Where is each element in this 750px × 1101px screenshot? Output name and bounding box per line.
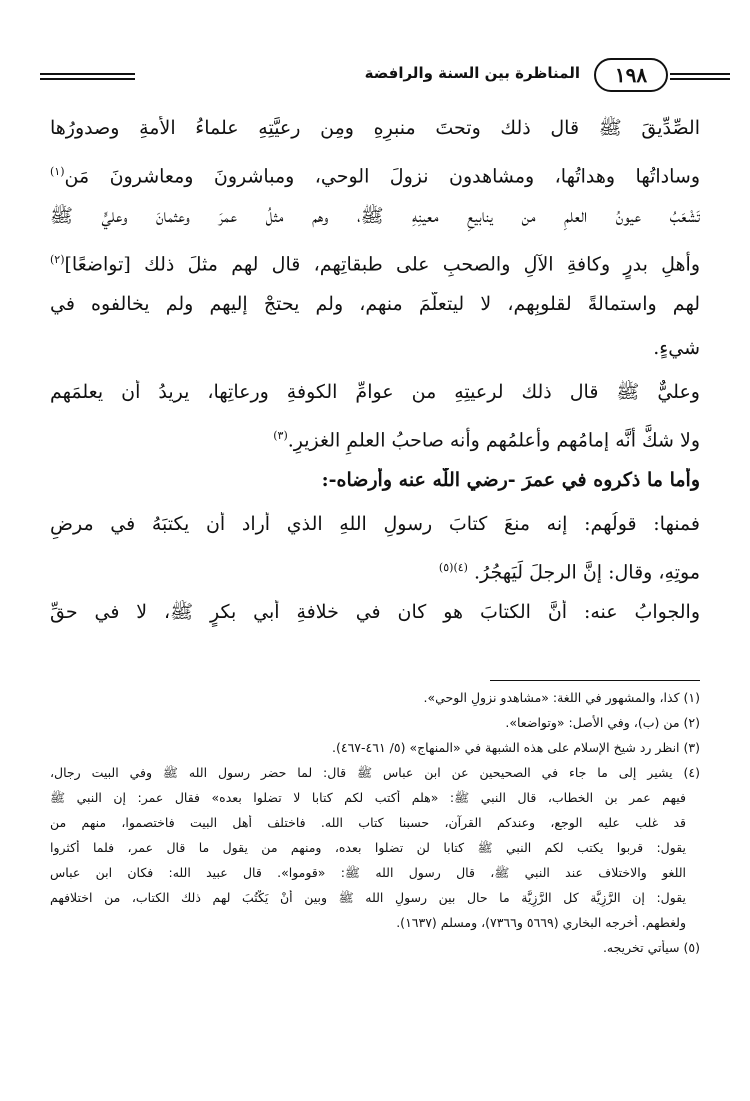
text-line: لهم واستمالةً لقلوبِهم، لا ليتعلَّمَ منهم، ولم يحتجْ إليهم ولم يخالفوه في — [50, 293, 700, 315]
text-line-content: موتِهِ، وقال: إنَّ الرجلَ لَيَهجُرُ. — [474, 561, 700, 584]
text-line: الصِّدِّيقَ ﷺ قال ذلك وتحتَ منبرِهِ ومِن رعيَّتِهِ علماءُ الأمةِ وصدورُها — [50, 117, 700, 139]
running-title: المناظرة بين السنة والرافضة — [364, 64, 580, 82]
text-line — [50, 424, 700, 468]
text-line: شيءٍ. — [653, 337, 700, 359]
section-heading: وأما ما ذكروه في عمرَ -رضي اللّٰه عنه وأرضاه-: — [321, 469, 700, 491]
footnote: (٥) سيأتي تخريجه. — [602, 940, 700, 955]
text-line — [50, 556, 700, 600]
footnotes — [50, 690, 700, 965]
text-line: والجوابُ عنه: أنَّ الكتابَ هو كان في خلافةِ أبي بكرٍ ﷺ، لا في حقِّ — [50, 601, 700, 623]
text-line-content: وساداتُها وهداتُها، ومشاهدون نزولَ الوحي، ومباشرونَ ومعاشرونَ مَن — [64, 165, 700, 188]
footnote-continuation: يقول: إن الرَّزِيَّة كل الرَّزِيَّة ما حال بين رسولِ الله ﷺ وبين أنْ يَكْتُبَ لهم ذلك الكتاب، من اختلافهم — [50, 890, 686, 905]
footnote-continuation: يقول: قربوا يكتب لكم النبي ﷺ كتابا لن تضلوا بعده، ومنهم من يقول ما قال عمر، فلما أكثروا — [50, 840, 686, 855]
footnote-marker: (١) — [50, 165, 65, 178]
footnote-marker: (٣) — [273, 429, 288, 442]
page-header — [40, 52, 730, 100]
header-rule-left — [40, 73, 135, 80]
footnote-marker: (٥) — [438, 561, 454, 574]
footnote: (١) كذا، والمشهور في اللغة: «مشاهدو نزولِ الوحي». — [423, 690, 700, 705]
text-line — [50, 160, 700, 204]
footnote-continuation: فيهم عمر بن الخطاب، قال النبي ﷺ: «هلم أكتب لكم كتابا لا تضلوا بعده» فقال عمر: إن النبي ﷺ — [50, 790, 686, 805]
footnote-marker: (٤) — [453, 561, 468, 574]
footnote-continuation: قد غلب عليه الوجع، وعندكم القرآن، حسبنا كتاب الله. فاختلف أهل البيت فاختصموا، منهم من — [50, 815, 686, 830]
main-text — [50, 116, 700, 644]
footnote: (٤) يشير إلى ما جاء في الصحيحين عن ابن عباس ﷺ قال: لما حضر رسول الله ﷺ وفي البيت رجال، — [50, 765, 700, 780]
text-line: تَشْعَبُ عيونُ العلمِ من ينابيعِ معينِهِ ﷺ، وهم مثلُ عمرَ وعثمانَ وعليٍّ ﷺ — [50, 205, 700, 227]
footnote-continuation: اللغو والاختلاف عند النبي ﷺ، قال رسول الله ﷺ: «قوموا». قال عبيد الله: فكان ابن عباس — [50, 865, 686, 880]
text-line-content: ولا شكَّ أنَّه إمامُهم وأعلمُهم وأنه صاحبُ العلمِ الغزيرِ. — [287, 429, 700, 452]
footnote-separator — [490, 680, 700, 681]
footnote: (٢) من (ب)، وفي الأصل: «وتواضعا». — [505, 715, 700, 730]
header-rule-right — [670, 73, 730, 80]
page-number: ١٩٨ — [594, 58, 668, 92]
footnote: (٣) انظر رد شيخ الإسلام على هذه الشبهة في «المنهاج» (٥/ ٤٦١-٤٦٧). — [332, 740, 700, 755]
footnote-continuation: ولغطهم. أخرجه البخاري (٥٦٦٩ و٧٣٦٦)، ومسلم (١٦٣٧). — [396, 915, 686, 930]
footnote-marker: (٢) — [50, 253, 65, 266]
text-line — [50, 248, 700, 292]
text-line: وعليٌّ ﷺ قال ذلك لرعيتِهِ من عوامِّ الكوفةِ ورعاتِها، يريدُ أن يعلمَهم — [50, 381, 700, 403]
text-line-content: وأهلِ بدرٍ وكافةِ الآلِ والصحبِ على طبقاتِهم، قال لهم مثلَ ذلك [تواضعًا] — [64, 253, 700, 276]
text-line: فمنها: قولُهم: إنه منعَ كتابَ رسولِ اللهِ الذي أراد أن يكتبَهُ في مرضِ — [50, 513, 700, 535]
